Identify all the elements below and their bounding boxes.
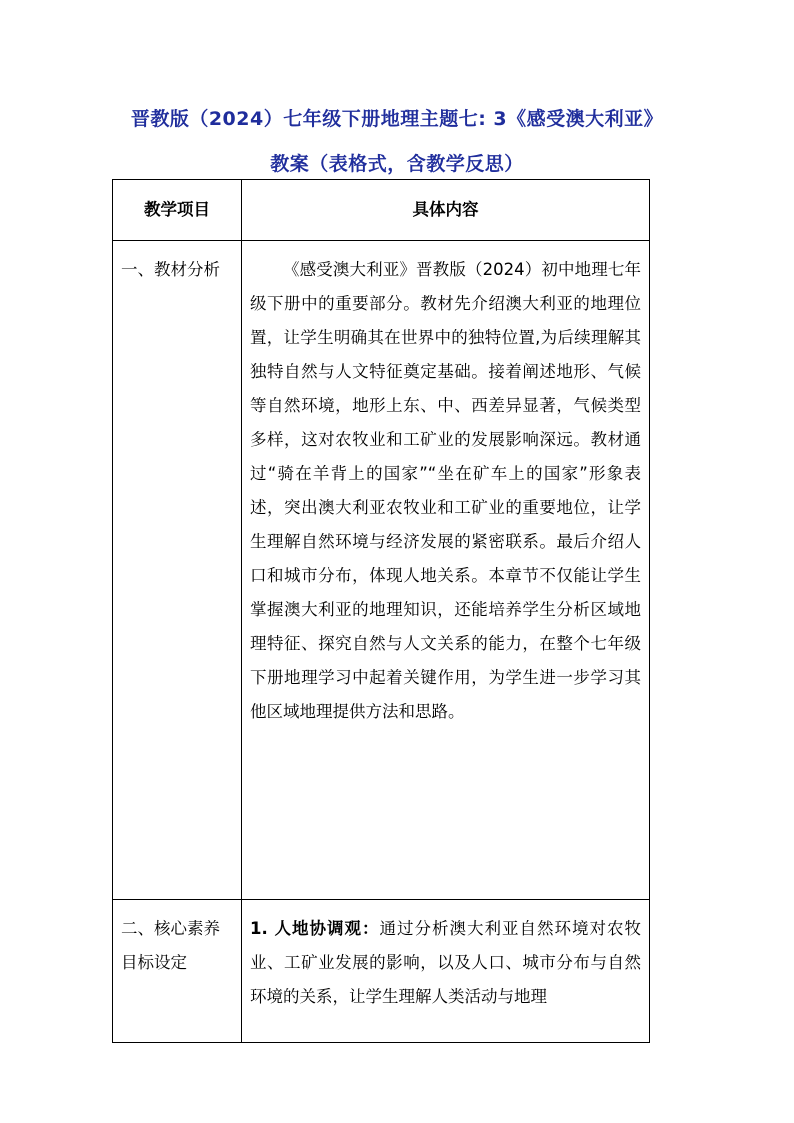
goal-description-human-earth: 通过分析澳大利亚自然环境对农牧业、工矿业发展的影响，以及人口、城市分布与自然环境的关系，让学生理解人类活动与地理 <box>250 919 641 1006</box>
textbook-analysis-text: 《感受澳大利亚》晋教版（2024）初中地理七年级下册中的重要部分。教材先介绍澳大利亚的地理位置，让学生明确其在世界中的独特位置,为后续理解其独特自然与人文特征奠定基础。接着阐述地形、气候等自然环境，地形上东、中、西差异显著，气候类型多样，这对农牧业和工矿业的发展影响深远。教材通过“骑在羊背上的国家”“坐在矿车上的国家”形象表述，突出澳大利亚农牧业和工矿业的重要地位，让学生理解自然环境与经济发展的紧密联系。最后介绍人口和城市分布，体现人地关系。本章节不仅能让学生掌握澳大利亚的地理知识，还能培养学生分析区域地理特征、探究自然与人文关系的能力，在整个七年级下册地理学习中起着关键作用，为学生进一步学习其他区域地理提供方法和思路。 <box>250 260 641 721</box>
header-teaching-item: 教学项目 <box>113 180 242 241</box>
document-title-line-1: 晋教版（2024）七年级下册地理主题七: 3《感受澳大利亚》 <box>130 108 664 130</box>
table-row <box>113 900 650 1043</box>
table-row <box>113 241 650 900</box>
goal-heading-human-earth: 1. 人地协调观： <box>250 919 380 938</box>
table-header-row <box>113 180 650 241</box>
header-specific-content: 具体内容 <box>242 180 650 241</box>
row-label-textbook-analysis: 一、教材分析 <box>113 241 242 900</box>
document-title-line-2: 教案（表格式，含教学反思） <box>270 153 524 175</box>
core-literacy-text <box>250 912 641 1014</box>
row-content-textbook-analysis <box>242 241 650 900</box>
lesson-plan-table <box>112 179 650 1043</box>
row-label-core-literacy-goals: 二、核心素养目标设定 <box>113 900 242 1043</box>
row-content-core-literacy-goals <box>242 900 650 1043</box>
